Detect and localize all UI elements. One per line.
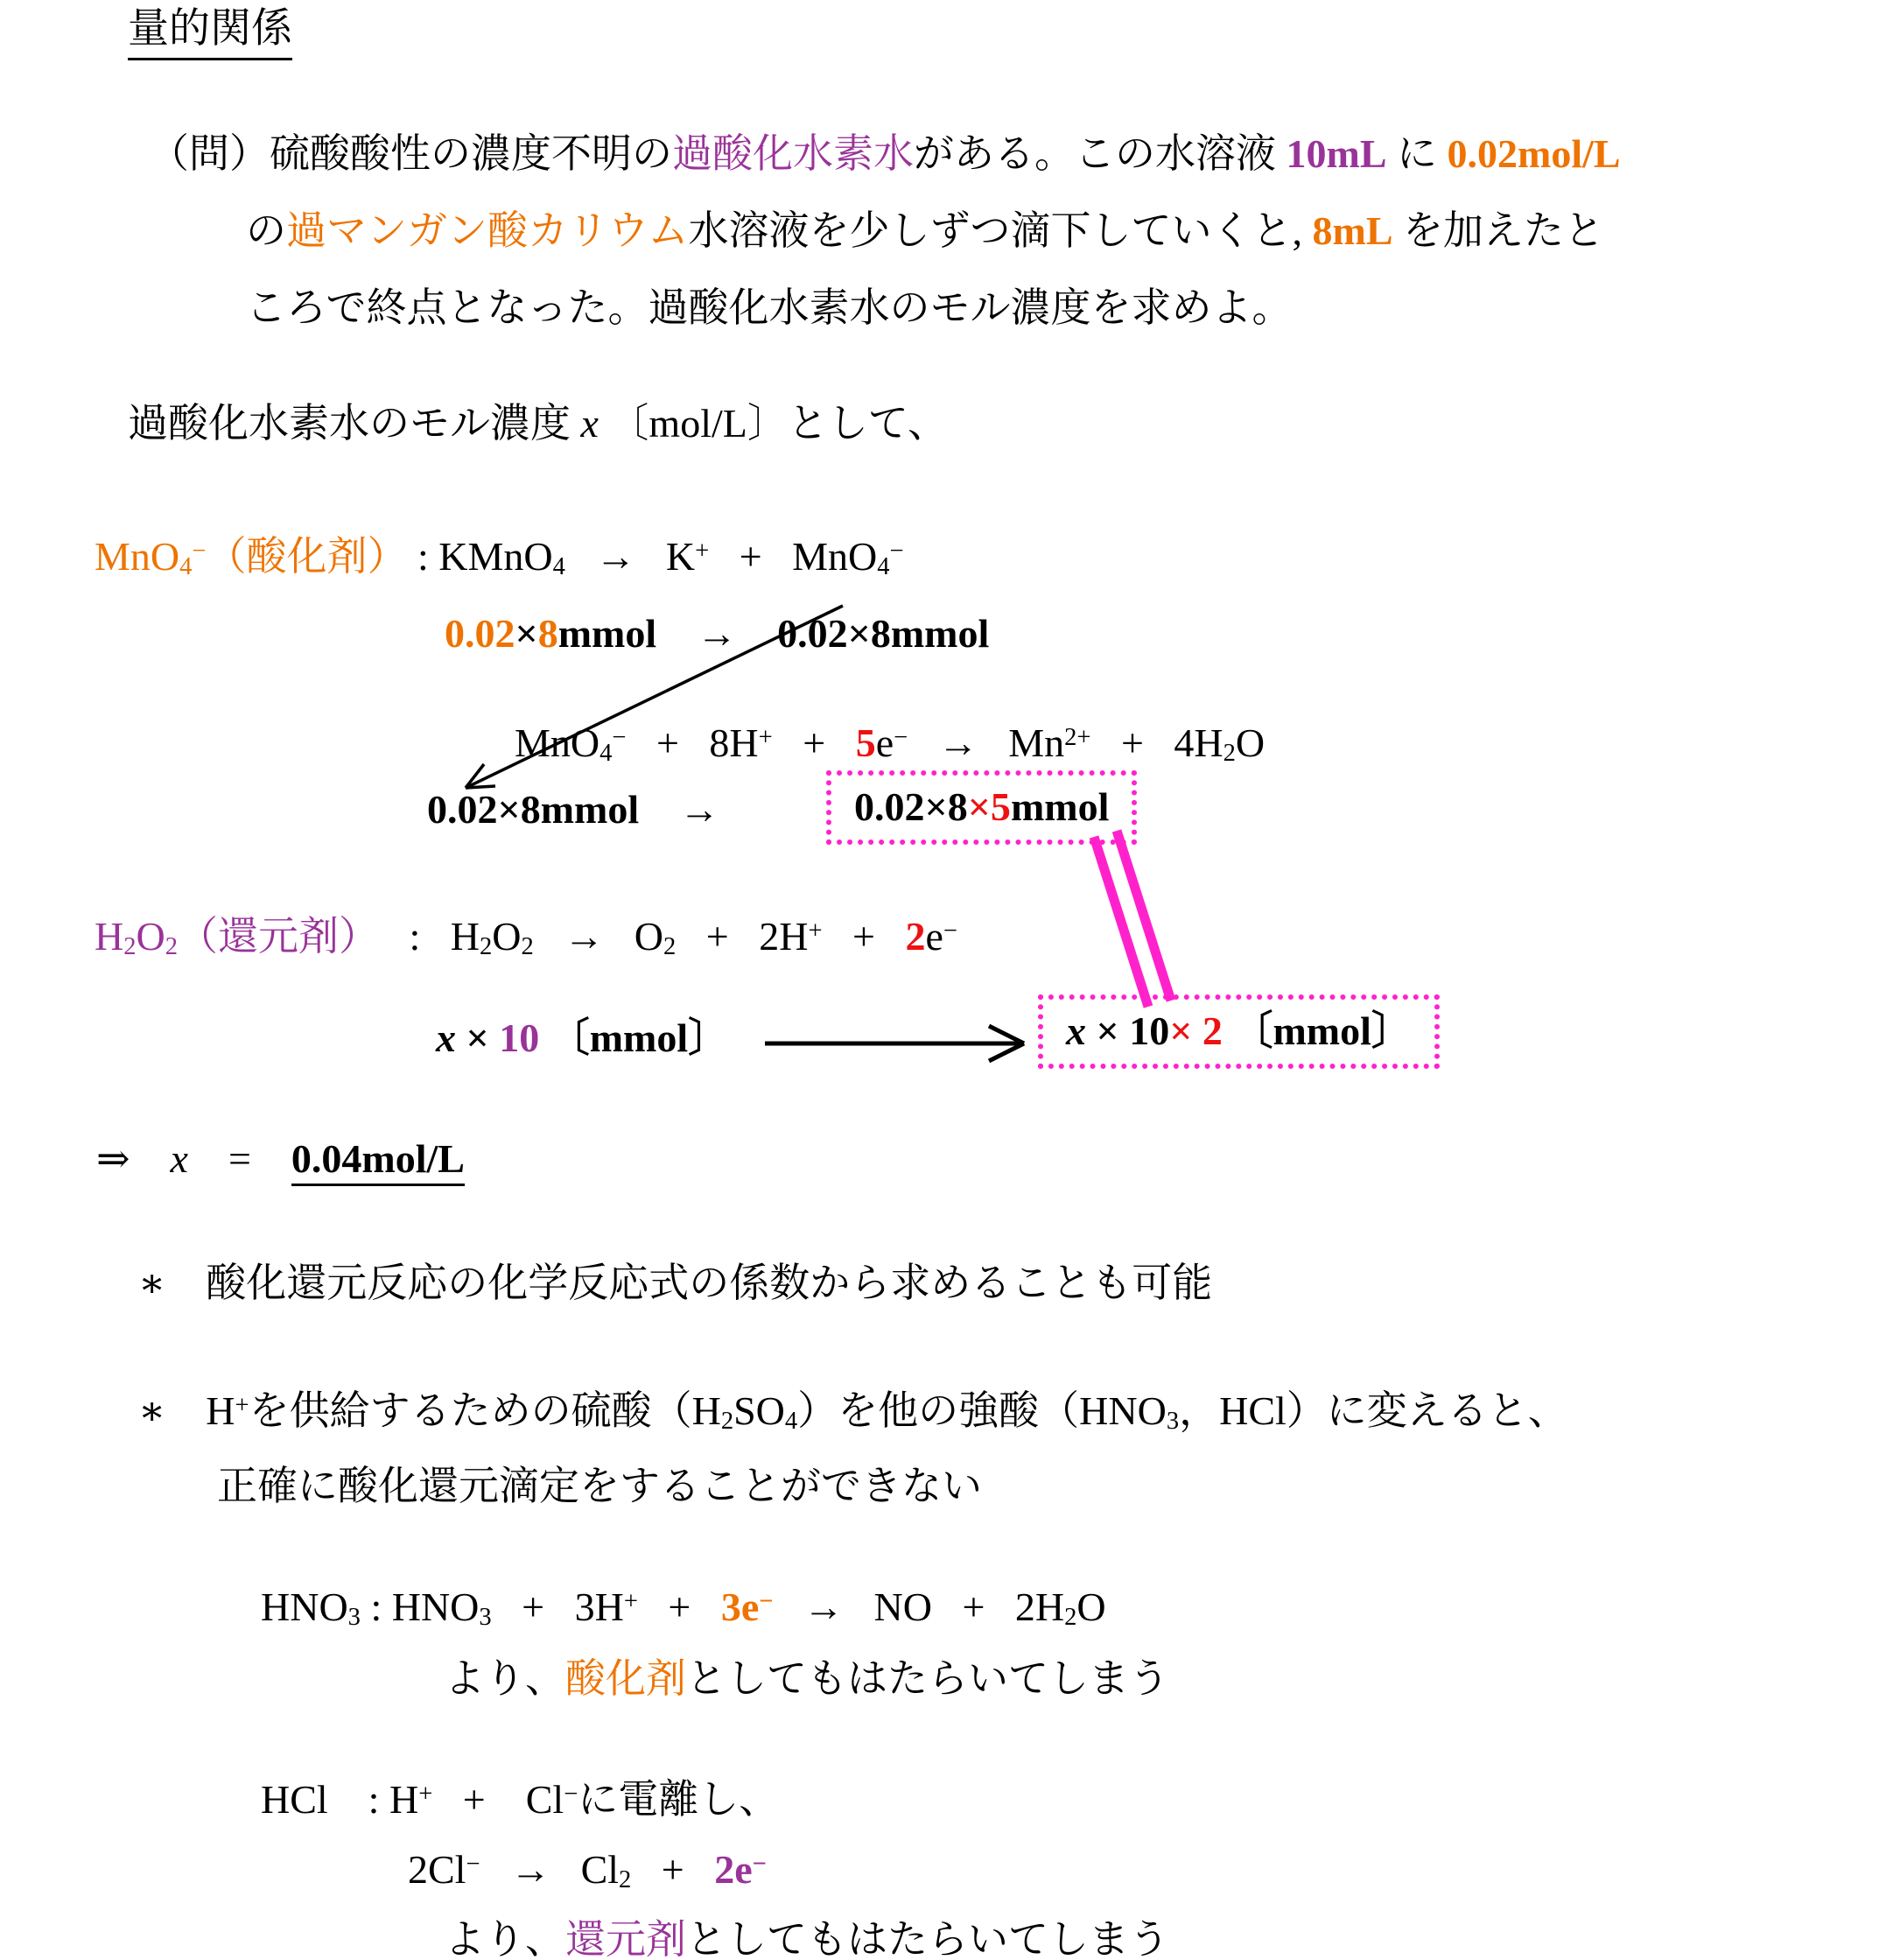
cl2-half-reaction xyxy=(408,1847,767,1893)
text-segment: 2 xyxy=(521,933,534,961)
text-segment: O xyxy=(492,914,522,959)
text-segment: × xyxy=(456,1015,500,1060)
text-segment: 〔mmol〕 xyxy=(1222,1008,1412,1053)
text-segment: → Mn xyxy=(908,720,1065,765)
text-segment: → xyxy=(656,611,778,656)
text-segment: x xyxy=(580,401,599,446)
text-segment: O xyxy=(1076,1584,1106,1629)
text-segment: HCl : H xyxy=(261,1777,419,1822)
text-segment: に電離し、 xyxy=(578,1777,780,1822)
text-segment: 正確に酸化還元滴定をすることができない xyxy=(217,1464,982,1508)
text-segment: に xyxy=(1386,131,1448,176)
text-segment: − xyxy=(192,537,207,566)
text-segment: + Cl xyxy=(432,1777,564,1822)
problem-line-1 xyxy=(149,131,1621,178)
text-segment: 2 xyxy=(123,933,137,961)
text-segment: mmol xyxy=(557,611,657,656)
text-segment: がある。この水溶液 xyxy=(914,131,1287,176)
text-segment: 2 xyxy=(1064,1604,1077,1632)
text-segment: 2 xyxy=(480,933,493,961)
text-segment: 2 xyxy=(165,933,178,961)
text-segment: + 4H xyxy=(1090,720,1223,765)
text-segment: 2 xyxy=(1223,740,1236,768)
text-segment: ころで終点となった。過酸化水素水のモル濃度を求めよ。 xyxy=(246,285,1293,330)
text-segment: − xyxy=(759,1588,774,1616)
text-segment: → K xyxy=(564,534,696,579)
text-segment: 4 xyxy=(599,740,613,768)
double-tie-line xyxy=(1094,831,1171,1007)
text-segment: 2 xyxy=(905,914,926,959)
highlight-box-h2o2-electron-amount xyxy=(1038,994,1440,1069)
text-segment: → O xyxy=(533,914,663,959)
text-segment: → Cl xyxy=(480,1847,620,1892)
text-segment: : H xyxy=(379,914,480,959)
text-segment: − xyxy=(894,724,908,752)
text-segment: 2 xyxy=(619,1866,632,1894)
result-line xyxy=(96,1136,465,1183)
long-arrow xyxy=(765,1026,1024,1061)
hno3-comment xyxy=(445,1656,1169,1703)
text-segment: ×5 xyxy=(967,784,1011,829)
text-segment: = xyxy=(187,1136,291,1181)
h2o2-amounts-left xyxy=(436,1015,728,1062)
text-segment: 0.02×8 xyxy=(854,784,968,829)
text-segment: ∗ xyxy=(138,1261,166,1305)
text-segment: 8 xyxy=(537,611,558,656)
text-segment: → NO + 2H xyxy=(773,1584,1065,1629)
text-segment: + xyxy=(758,724,773,752)
text-segment: x xyxy=(170,1136,188,1181)
text-segment: の xyxy=(246,208,286,253)
note-coefficients xyxy=(138,1261,1212,1307)
text-segment: を供給するための硫酸（H xyxy=(249,1388,721,1433)
text-segment: 8mL xyxy=(1312,208,1393,253)
text-segment: より、 xyxy=(445,1917,565,1960)
text-segment: （問）硫酸酸性の濃度不明の xyxy=(149,131,672,176)
text-segment: 3 xyxy=(347,1604,361,1632)
problem-line-2 xyxy=(246,208,1604,255)
text-segment: − xyxy=(466,1851,480,1879)
text-segment: 4 xyxy=(784,1408,798,1436)
h2o2-half-reaction xyxy=(95,914,957,960)
text-segment: : HNO xyxy=(360,1584,480,1629)
text-segment: SO xyxy=(733,1388,785,1433)
text-segment: + xyxy=(637,1584,721,1629)
text-segment: x xyxy=(1066,1008,1086,1053)
text-segment: 還元剤 xyxy=(565,1917,686,1960)
text-segment: + MnO xyxy=(709,534,878,579)
page-title: 量的関係 xyxy=(128,5,292,60)
text-segment: 4 xyxy=(552,553,565,581)
text-segment: + xyxy=(772,720,856,765)
text-segment: 10 xyxy=(499,1015,540,1060)
text-segment xyxy=(130,1136,171,1181)
kmno4-ionization-equation xyxy=(95,534,904,580)
kmno4-amounts-line xyxy=(445,611,989,657)
text-segment: 〔mmol〕 xyxy=(539,1015,729,1060)
text-segment: O xyxy=(1235,720,1266,765)
text-segment: : KMnO xyxy=(407,534,553,579)
text-segment: + xyxy=(695,537,710,566)
text-segment: − xyxy=(943,917,957,945)
text-segment: × xyxy=(515,611,538,656)
mno4-half-reaction xyxy=(515,720,1265,767)
highlight-box-mno4-electron-amount xyxy=(826,770,1137,845)
note-strong-acid-line-1 xyxy=(138,1388,1568,1435)
text-segment: 2 xyxy=(720,1408,734,1436)
text-segment: （還元剤） xyxy=(178,914,379,959)
text-segment: 3 xyxy=(1166,1408,1180,1436)
problem-line-3 xyxy=(246,285,1293,332)
text-segment: × 2 xyxy=(1169,1008,1223,1053)
hno3-equation xyxy=(261,1584,1106,1631)
text-segment: 2e xyxy=(714,1847,753,1892)
text-segment: + 8H xyxy=(626,720,759,765)
text-segment: HNO xyxy=(261,1584,348,1629)
text-segment: → xyxy=(639,787,720,832)
text-segment: （酸化剤） xyxy=(206,534,408,579)
text-segment: MnO xyxy=(95,534,180,579)
hcl-comment xyxy=(445,1917,1169,1960)
text-segment: としてもはたらいてしまう xyxy=(686,1917,1169,1960)
text-segment: H xyxy=(95,914,124,959)
note-strong-acid-line-2 xyxy=(217,1464,982,1510)
text-segment: + 2H xyxy=(676,914,809,959)
text-segment: 5 xyxy=(855,720,876,765)
text-segment: 0.04mol/L xyxy=(291,1136,465,1186)
text-segment: 2+ xyxy=(1064,724,1091,752)
text-segment: 過酸化水素水のモル濃度 xyxy=(128,401,581,446)
text-segment: を加えたと xyxy=(1392,208,1605,253)
text-segment: + xyxy=(631,1847,715,1892)
text-segment: 3 xyxy=(479,1604,492,1632)
text-segment: 酸化剤 xyxy=(565,1656,686,1701)
text-segment: × 10 xyxy=(1086,1008,1170,1053)
text-segment: ⇒ xyxy=(96,1136,130,1181)
text-segment: − xyxy=(752,1851,767,1879)
text-segment: H xyxy=(165,1388,235,1433)
text-segment: 2 xyxy=(663,933,677,961)
text-segment: 過マンガン酸カリウム xyxy=(286,208,689,253)
text-segment: 4 xyxy=(179,553,193,581)
text-segment: 酸化還元反応の化学反応式の係数から求めることも可能 xyxy=(165,1261,1213,1305)
text-segment: + xyxy=(623,1588,638,1616)
text-segment: ，HCl）に変えると、 xyxy=(1179,1388,1568,1433)
text-segment: O xyxy=(136,914,165,959)
text-segment: 水溶液を少しずつ滴下していくと, xyxy=(688,208,1313,253)
text-segment: 〔mol/L〕として、 xyxy=(598,401,948,446)
text-segment: − xyxy=(889,537,904,566)
hcl-dissociation xyxy=(261,1777,779,1823)
solution-intro xyxy=(128,401,948,447)
text-segment: 10mL xyxy=(1286,131,1387,176)
text-segment: + 3H xyxy=(491,1584,624,1629)
text-segment: mmol xyxy=(1010,784,1110,829)
text-segment: e xyxy=(925,914,943,959)
text-segment: − xyxy=(564,1781,578,1809)
text-segment: − xyxy=(612,724,627,752)
text-segment: 0.02mol/L xyxy=(1447,131,1621,176)
text-segment: + xyxy=(235,1392,249,1420)
text-segment: e xyxy=(875,720,894,765)
text-segment: 3e xyxy=(720,1584,760,1629)
text-segment: 0.02×8mmol xyxy=(777,611,990,656)
mno4-amounts-prefix xyxy=(427,787,719,833)
text-segment: ∗ xyxy=(138,1388,166,1433)
text-segment: としてもはたらいてしまう xyxy=(686,1656,1169,1701)
text-segment: + xyxy=(822,914,906,959)
text-segment: ）を他の強酸（HNO xyxy=(797,1388,1167,1433)
text-segment: より、 xyxy=(445,1656,565,1701)
text-segment: + xyxy=(808,917,823,945)
text-segment: 0.02 xyxy=(445,611,515,656)
text-segment: + xyxy=(418,1781,433,1809)
text-segment: x xyxy=(436,1015,456,1060)
text-segment: 4 xyxy=(877,553,890,581)
text-segment: 過酸化水素水 xyxy=(672,131,914,176)
text-segment: MnO xyxy=(515,720,600,765)
text-segment: 2Cl xyxy=(408,1847,466,1892)
text-segment: 0.02×8mmol xyxy=(427,787,640,832)
